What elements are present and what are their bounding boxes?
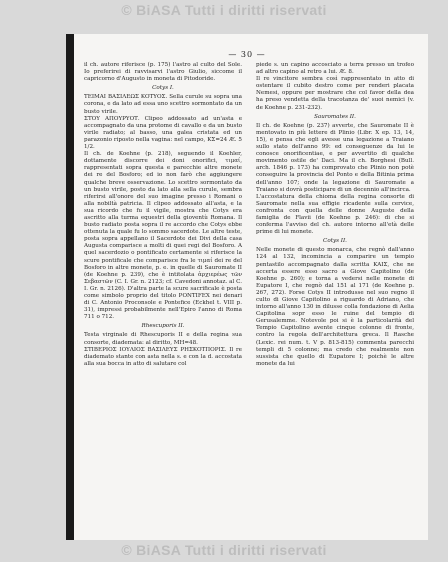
- document-page: [66, 34, 428, 540]
- paragraph: ΣTOY ΑΠΟΥΡΥΟΤ. Clipeo addossato ad un'asta e accompagnato da una protome di cavallo e da un busto virile radiato; al basso, una galea cristata ed un parazonio riposto nella vagina: nel campo, KΣ=24 Æ. 5 1/2.: [84, 115, 242, 151]
- paragraph: ΣTIBEPIOΣ IOYΛIOΣ BAΣIΛEYΣ PHΣKOTΠOPIΣ. Il re diademato stante con asta nella s. e con la d. accostata alla sua bocca in atto di salutare col: [84, 346, 242, 367]
- right-column: [256, 62, 414, 368]
- binding-shadow: [66, 34, 74, 540]
- paragraph: Il ch. de Koehne (p. 237) avverte, che Sauromate II è mentovato in più lettere di Plinio (Libr. X ep. 13, 14, 15), e pensa che egli avesse una legazione a Traiano sullo stato dell'anno 99: ed conseguenze da lui le conosce onorificentiae, e per avvertito di qualche movimento ostile de' Daci. Ma il ch. Borghesi (Bull. arch. 1846 p. 173) ha comprovato che Plinio non potè conseguire la provincia del Ponto e della Bitinia prima dell'anno 107; onde la legazione di Sauromate a Traiano si dovrà posticipare di un decennio all'incirca.: [256, 122, 414, 193]
- paragraph: Il ch. de Koehne (p. 218), seguendo il Koehler, dottamente discorre dei doni onorifici, τιμαί, rappresentati sopra questa e parecchie altre monete dei re del Bosforo; ed io non farò che aggiungere qualche breve osservazione. Lo scettro sormontato da un busto virile, posto da lato alla sella curule, sembra riferirsi all'onore del suo imagine presso i Romani o alla nobiltà patricia. Il clipeo addossato all'asta, e la sua ricordo che fu il vigile, mostra che Cotys era ascritto alla turma equestri della gioventù Romana. Il busto radiato posta sopra il re accordo che Cotys ebbe ottenuta la quale fu lo sommo sacerdote. Le altre teste, posta sopra appellano il Sacerdote dei Divi della casa Augusta comparisce a molti di quei regi del Bosforo. A quel sacerdozio o pontificato certamente si riferisce la scure pontificale che comparisce fra le τιμαί dei re del Bosforo in altre monete, p. e. in quelle di Sauromate II (de Koehne p. 239), che è intitolata ἀρχιερέως τῶν Σεβαστῶν (C. I. Gr. n. 2123; cf. Cavedoni annotaz. al C. I. Gr. n. 2126). D'altra parte la scure sacrificale è posta come simbolo proprio del titolo PONTIFEX nei denari di C. Antonio Proconsole e Pontefice (Eckhel t. VIII p. 31), impressi probabilmente nell'Epiro l'anno di Roma 711 o 712.: [84, 151, 242, 321]
- section-heading: Sauromates II.: [314, 113, 356, 120]
- section-heading: Cotys II.: [323, 238, 347, 245]
- paragraph: Nelle monete di questo monarca, che regnò dall'anno 124 al 132, incomincia a comparire un tempio pentastilo accompagnato dalla scritta KAIΣ, che ne accerta essere esso sacro a Giove Capitolino (de Koehne p. 260); e torna a vedersi nelle monete di Eupatore I, che regnò dal 151 al 171 (de Koehne p. 267, 272). Forse Cotys II introdusse nel suo regno il culto di Giove Capitolino a riguardo di Adriano, che intorno all'anno 130 in dilusse colla fondazione di Aelia Capitolina sopr esso le ruine del tempio di Gerusalemme. Notevole poi si è la particolarità del Tempio Capitolino avente cinque colonne di fronte, contro la regola dell'architettura greca. Il Rasche (Lexic. rei num. t. V p. 813-815) commenta parecchi templi di 5 colonne; ma credo che realmente non sussista che quello di Eupatore I; poichè le altre monete da lui: [256, 247, 414, 367]
- paragraph: il ch. autore riferisce (p. 175) l'astro al culto del Sole. Io preferirei di ravvisarvi l'astro Giulio, siccome il capricorno d'Augusto in moneta di Pitodoride.: [84, 62, 242, 83]
- watermark-top: © BiASA Tutti i diritti riservati: [121, 2, 327, 18]
- paragraph: TEIMAI BAΣIΛEΩΣ KOTYOΣ. Sella curule su sopra una corona, e da lato ad essa uno scettro sormontato da un busto virile.: [84, 94, 242, 115]
- paragraph: piede s. un capino accosciato a terra presso un trofeo ad altro capino al retro a lui. Æ. 8.: [256, 62, 414, 76]
- left-column: [84, 62, 242, 368]
- page-number: — 30 —: [228, 50, 266, 59]
- section-heading: Cotys I.: [152, 85, 174, 92]
- paragraph: L'accostatura della chioma della regina consorte di Sauromate nella sua effigie ricadente sulla cervice, confronta con quella delle donne Auguste della famiglia de Flavii (de Koehne p. 246): di che si conferma l'avviso del ch. autore intorno all'età delle prime di lui monete.: [256, 193, 414, 236]
- paragraph: Testa virginale di Rhescuporis II e della regina sua consorte, diademata: al diritto, MH=48.: [84, 332, 242, 346]
- paragraph: Il re vincitore sembra così rappresentato in atto di ostentare il cubito destro come per renderi placata Nemesi, oppure per mostrare che col favor della dea ha preso vendetta della tracotanza de' suoi nemici (v. de Koehne p. 231-232).: [256, 76, 414, 111]
- section-heading: Rhescuporis II.: [141, 323, 185, 330]
- watermark-bottom: © BiASA Tutti i diritti riservati: [121, 542, 327, 558]
